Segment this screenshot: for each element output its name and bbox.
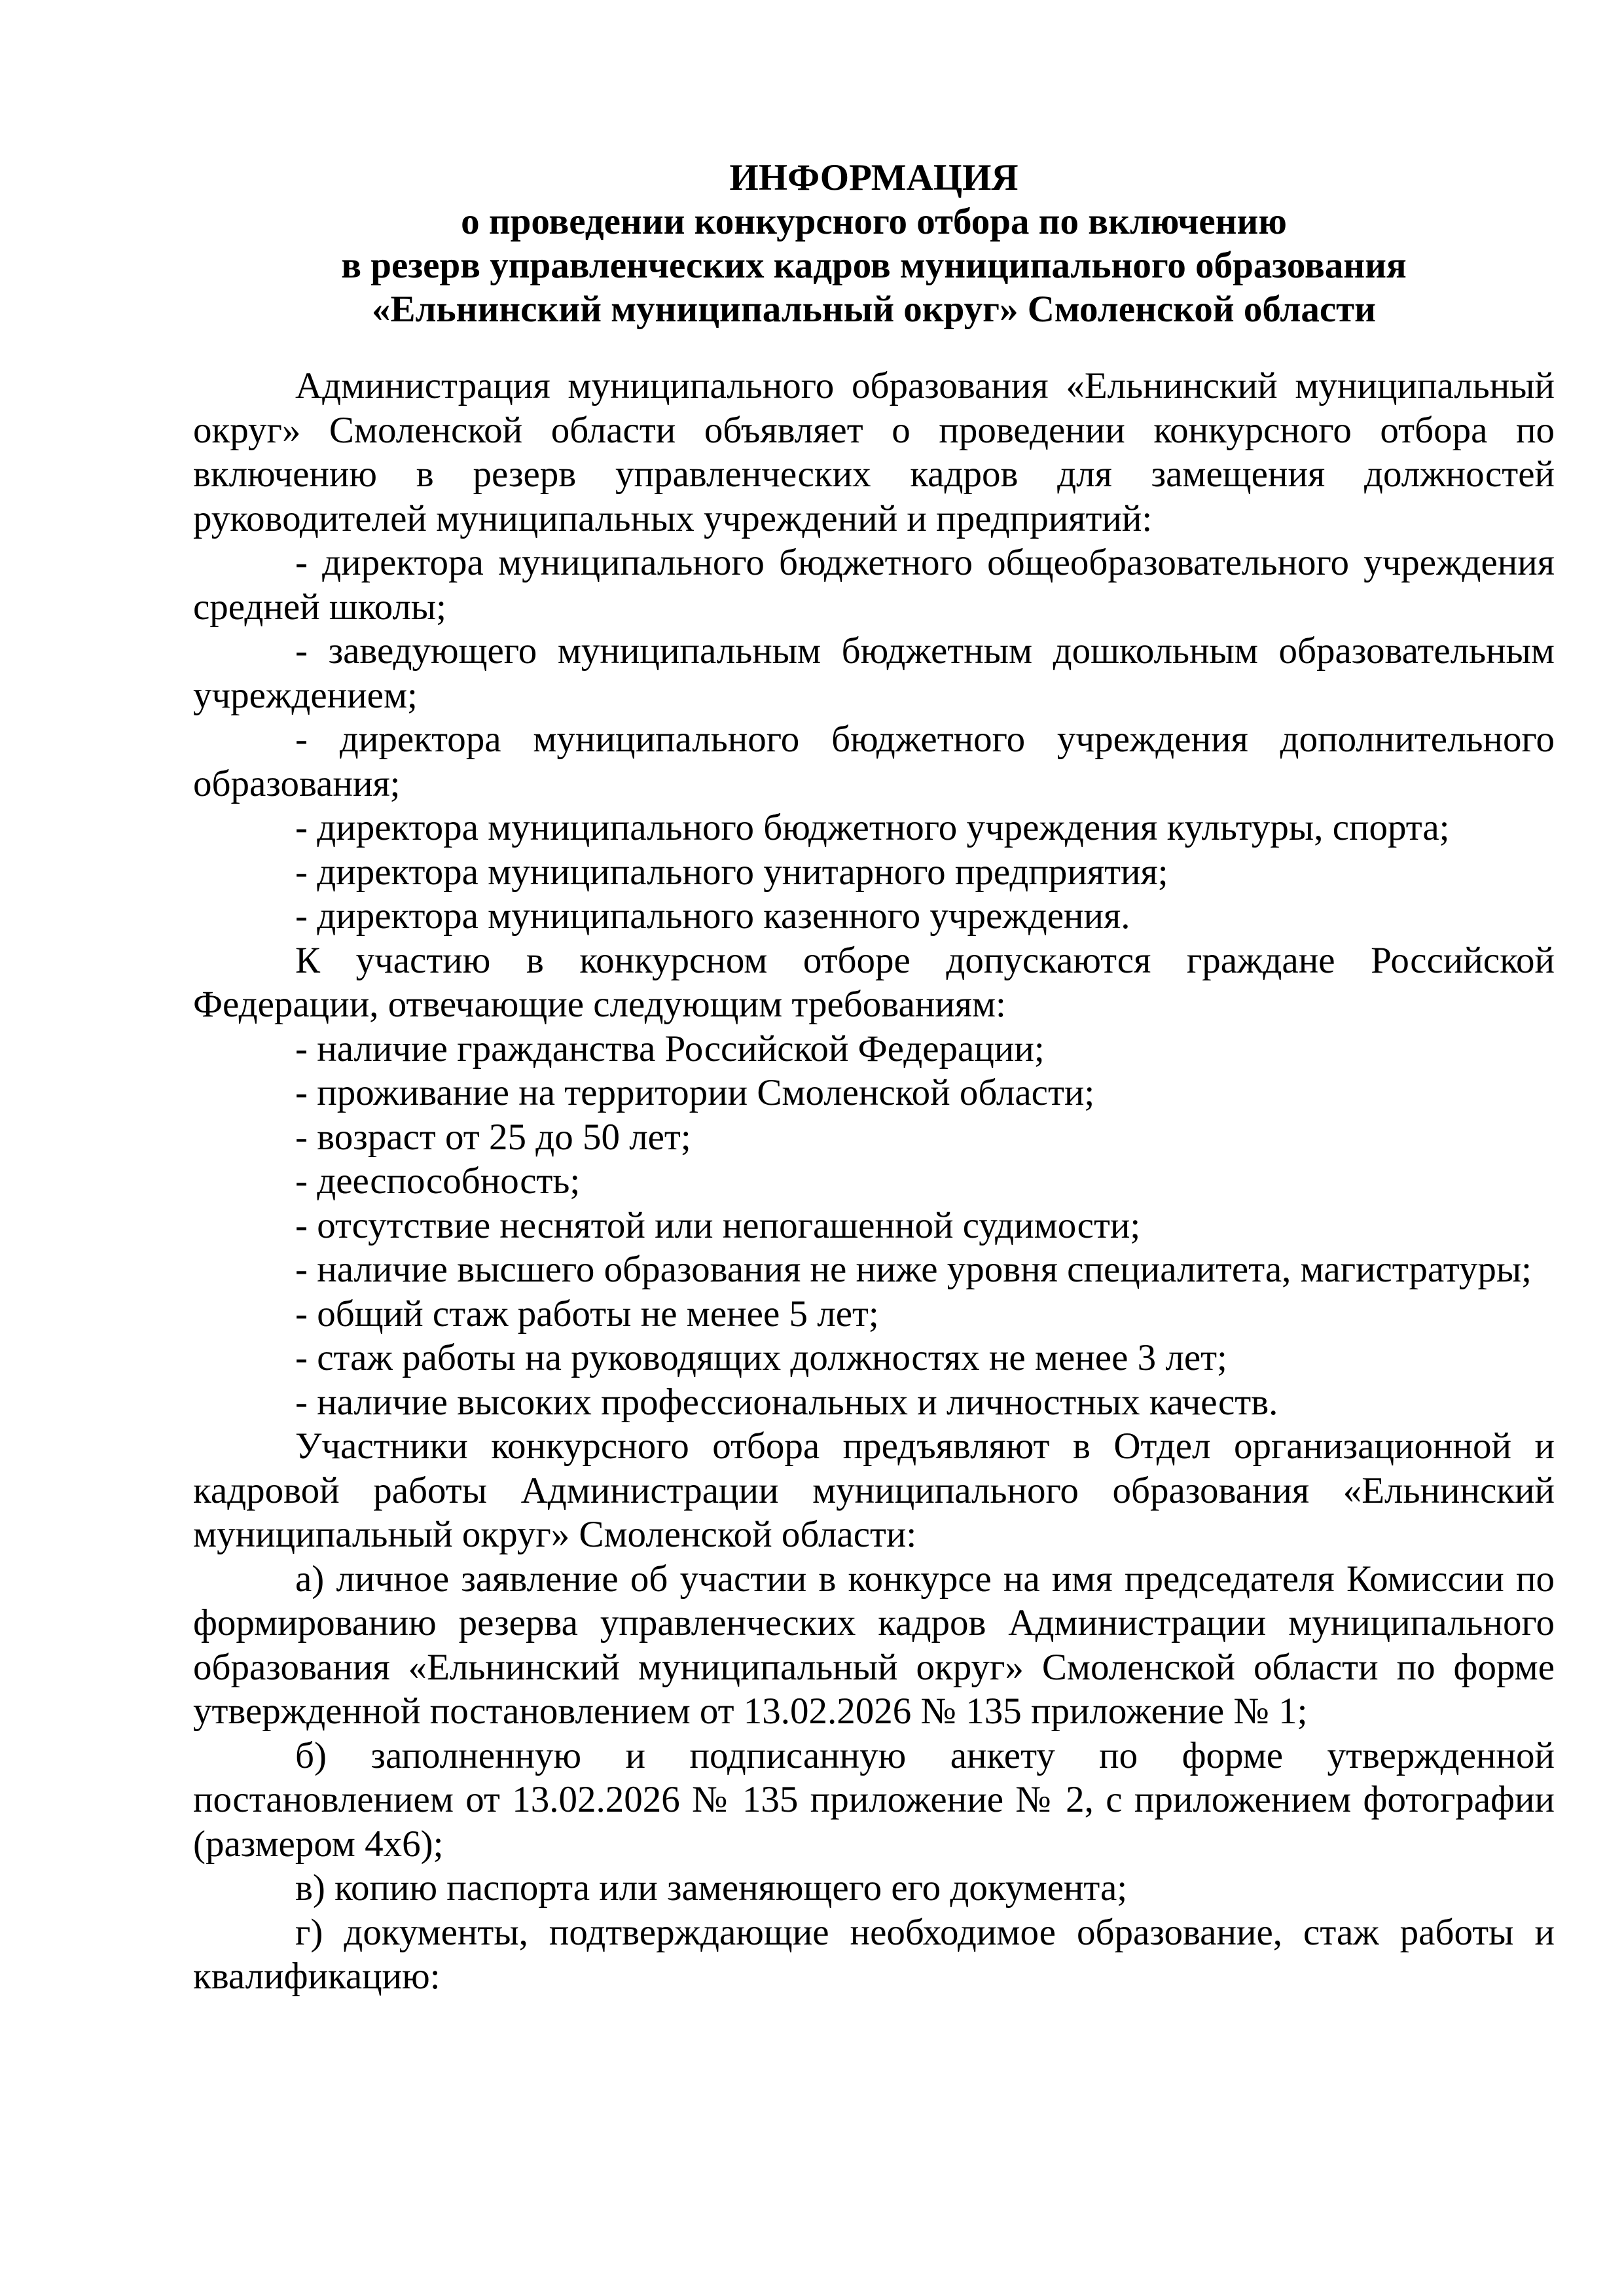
position-item: - заведующего муниципальным бюджетным дошкольным образовательным учреждением; (193, 630, 1555, 716)
requirement-item: - общий стаж работы не менее 5 лет; (295, 1293, 879, 1335)
requirement-item: - наличие гражданства Российской Федерации; (295, 1028, 1045, 1069)
requirement-item: - наличие высоких профессиональных и личностных качеств. (295, 1381, 1278, 1423)
position-item: - директора муниципального бюджетного учреждения дополнительного образования; (193, 719, 1555, 804)
documents-list (193, 1557, 1555, 1999)
positions-list (193, 541, 1555, 939)
requirement-item: - дееспособность; (295, 1160, 581, 1202)
position-item: - директора муниципального бюджетного общеобразовательного учреждения средней школы; (193, 542, 1555, 628)
title-line-3: «Ельнинский муниципальный округ» Смоленской области (371, 289, 1377, 330)
position-item: - директора муниципального унитарного предприятия; (295, 851, 1168, 893)
title-heading: ИНФОРМАЦИЯ (729, 157, 1019, 198)
position-item: - директора муниципального бюджетного учреждения культуры, спорта; (295, 807, 1450, 848)
document-item: в) копию паспорта или заменяющего его документа; (295, 1867, 1128, 1909)
requirements-intro: К участию в конкурсном отборе допускаются граждане Российской Федерации, отвечающие следующим требованиям: (193, 939, 1555, 1025)
requirement-item: - проживание на территории Смоленской области; (295, 1072, 1095, 1113)
requirement-item: - наличие высшего образования не ниже уровня специалитета, магистратуры; (295, 1249, 1532, 1290)
title-line-1: о проведении конкурсного отбора по включению (461, 201, 1287, 242)
requirement-item: - возраст от 25 до 50 лет; (295, 1116, 691, 1158)
document-item: а) личное заявление об участии в конкурсе на имя председателя Комиссии по формированию резерва управленческих кадров Администрации муниципального образования «Ельнинский муниципальный округ» Смоленской области по форме утвержденной постановлением от 13.02.2026 № 135 приложение № 1; (193, 1558, 1555, 1732)
requirement-item: - стаж работы на руководящих должностях не менее 3 лет; (295, 1337, 1227, 1378)
requirements-list (193, 1027, 1555, 1425)
requirement-item: - отсутствие неснятой или непогашенной судимости; (295, 1204, 1141, 1246)
position-item: - директора муниципального казенного учреждения. (295, 895, 1130, 937)
document-title (193, 156, 1555, 331)
documents-intro: Участники конкурсного отбора предъявляют в Отдел организационной и кадровой работы Администрации муниципального образования «Ельнинский муниципальный округ» Смоленской области: (193, 1426, 1555, 1555)
document-item: б) заполненную и подписанную анкету по форме утвержденной постановлением от 13.02.2026 № 135 приложение № 2, с приложением фотографии (размером 4х6); (193, 1734, 1555, 1865)
document-item: г) документы, подтверждающие необходимое образование, стаж работы и квалификацию: (193, 1911, 1555, 1997)
title-line-2: в резерв управленческих кадров муниципального образования (341, 245, 1407, 286)
intro-paragraph: Администрация муниципального образования «Ельнинский муниципальный округ» Смоленской области объявляет о проведении конкурсного отбора по включению в резерв управленческих кадров для замещения должностей руководителей муниципальных учреждений и предприятий: (193, 365, 1555, 539)
document-page (193, 156, 1555, 1999)
